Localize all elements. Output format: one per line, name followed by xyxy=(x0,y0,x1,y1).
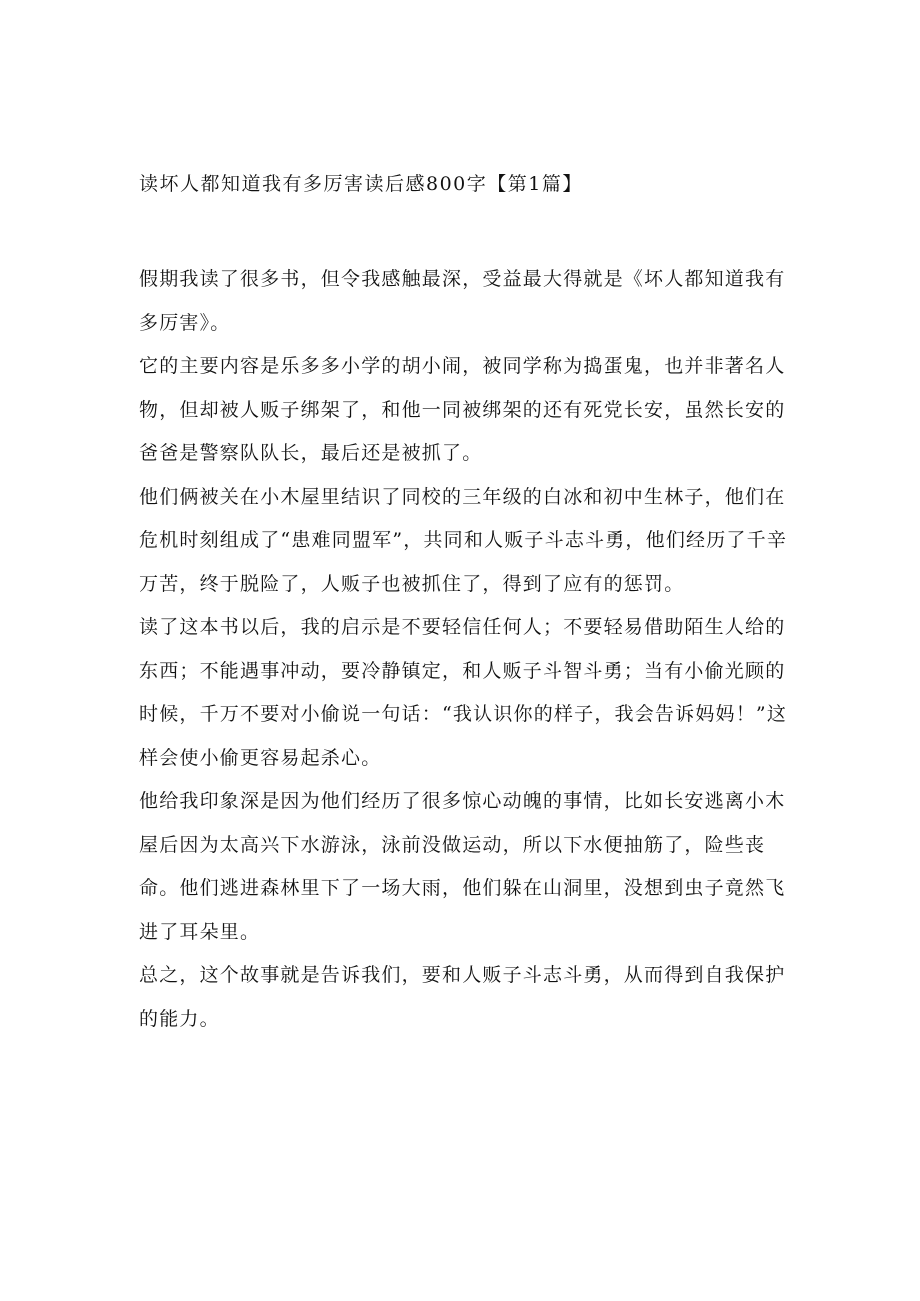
paragraph: 读了这本书以后，我的启示是不要轻信任何人；不要轻易借助陌生人给的东西；不能遇事冲动，要冷静镇定，和人贩子斗智斗勇；当有小偷光顾的时候，千万不要对小偷说一句话：“我认识你的样子，我会告诉妈妈！”这样会使小偷更容易起杀心。 xyxy=(139,616,788,769)
paragraph: 假期我读了很多书，但令我感触最深，受益最大得就是《坏人都知道我有多厉害》。 xyxy=(139,268,786,334)
paragraph: 他给我印象深是因为他们经历了很多惊心动魄的事情，比如长安逃离小木屋后因为太高兴下水游泳，泳前没做运动，所以下水便抽筋了，险些丧命。他们逃进森林里下了一场大雨，他们躲在山洞里，没想到虫子竟然飞进了耳朵里。 xyxy=(139,790,786,943)
paragraph: 他们俩被关在小木屋里结识了同校的三年级的白冰和初中生林子，他们在危机时刻组成了“患难同盟军”，共同和人贩子斗志斗勇，他们经历了千辛万苦，终于脱险了，人贩子也被抓住了，得到了应有的惩罚。 xyxy=(139,485,788,595)
paragraph: 总之，这个故事就是告诉我们，要和人贩子斗志斗勇，从而得到自我保护的能力。 xyxy=(139,964,786,1030)
document-body xyxy=(139,258,789,1041)
document-title: 读坏人都知道我有多厉害读后感800字【第1篇】 xyxy=(139,173,583,195)
paragraph: 它的主要内容是乐多多小学的胡小闹，被同学称为捣蛋鬼，也并非著名人物，但却被人贩子绑架了，和他一同被绑架的还有死党长安，虽然长安的爸爸是警察队队长，最后还是被抓了。 xyxy=(139,355,786,464)
